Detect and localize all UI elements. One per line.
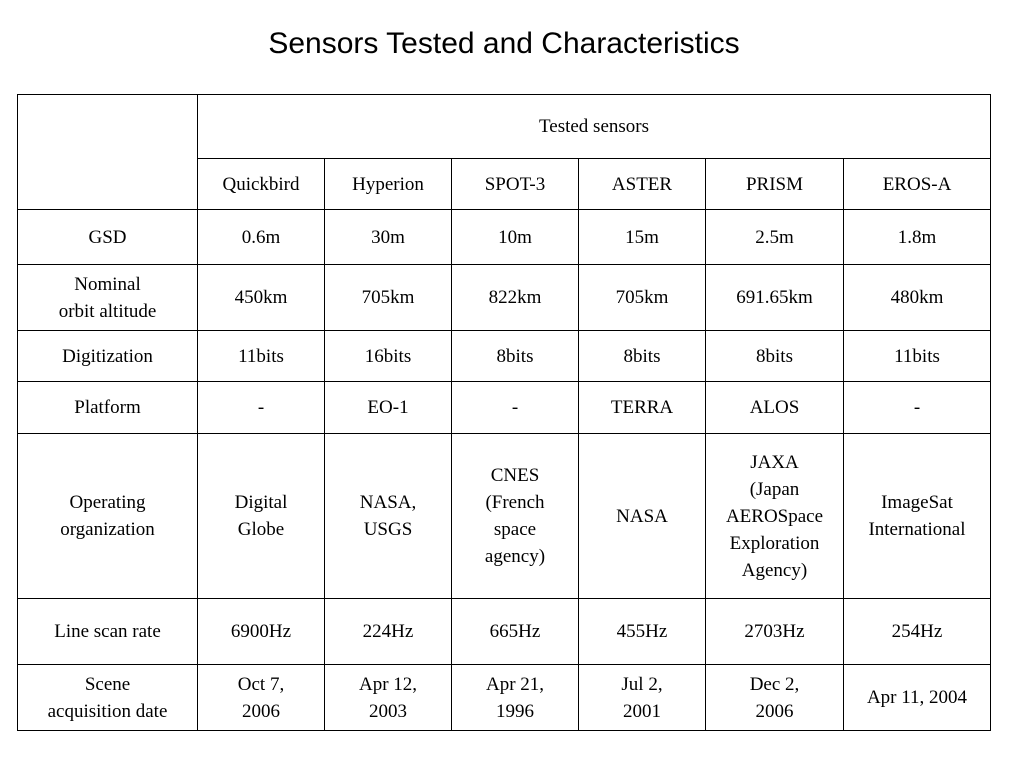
table-cell: 224Hz (325, 599, 452, 665)
table-cell: 2703Hz (706, 599, 844, 665)
table-cell: 1.8m (844, 210, 991, 265)
table-row (18, 265, 991, 331)
table-cell: 11bits (198, 331, 325, 382)
table-cell: 8bits (706, 331, 844, 382)
table-cell: NASA, USGS (325, 434, 452, 599)
table-cell: 450km (198, 265, 325, 331)
table-row (18, 599, 991, 665)
table-cell: 15m (579, 210, 706, 265)
table-cell: Oct 7, 2006 (198, 665, 325, 731)
table-cell: NASA (579, 434, 706, 599)
sensor-header-eros-a: EROS-A (844, 159, 991, 210)
table-cell: - (452, 382, 579, 434)
sensor-characteristics-table (17, 94, 991, 731)
table-cell: 8bits (452, 331, 579, 382)
table-row (18, 665, 991, 731)
table-cell: 705km (579, 265, 706, 331)
table-cell: ALOS (706, 382, 844, 434)
table-cell: 0.6m (198, 210, 325, 265)
table-cell: 30m (325, 210, 452, 265)
table-cell: ImageSat International (844, 434, 991, 599)
table-cell: EO-1 (325, 382, 452, 434)
row-label-digitization: Digitization (18, 331, 198, 382)
table-cell: TERRA (579, 382, 706, 434)
table-cell: 8bits (579, 331, 706, 382)
group-header-row (18, 95, 991, 159)
sensor-header-quickbird: Quickbird (198, 159, 325, 210)
row-label-gsd: GSD (18, 210, 198, 265)
table-cell: - (198, 382, 325, 434)
page-title: Sensors Tested and Characteristics (268, 27, 740, 60)
table-cell: 665Hz (452, 599, 579, 665)
table-cell: Apr 11, 2004 (844, 665, 991, 731)
row-label-operating-organization: Operating organization (18, 434, 198, 599)
table-row (18, 331, 991, 382)
table-cell: Digital Globe (198, 434, 325, 599)
tested-sensors-header: Tested sensors (198, 95, 991, 159)
sensor-header-aster: ASTER (579, 159, 706, 210)
table-cell: CNES (French space agency) (452, 434, 579, 599)
sensor-header-hyperion: Hyperion (325, 159, 452, 210)
table-cell: 480km (844, 265, 991, 331)
table-cell: - (844, 382, 991, 434)
table-cell: 10m (452, 210, 579, 265)
table-cell: 2.5m (706, 210, 844, 265)
table-cell: 16bits (325, 331, 452, 382)
table-cell: Dec 2, 2006 (706, 665, 844, 731)
row-label-scene-acquisition-date: Scene acquisition date (18, 665, 198, 731)
sensor-header-spot-3: SPOT-3 (452, 159, 579, 210)
table-row (18, 210, 991, 265)
table-cell: 11bits (844, 331, 991, 382)
table-cell: 705km (325, 265, 452, 331)
row-label-platform: Platform (18, 382, 198, 434)
table-cell: 822km (452, 265, 579, 331)
table-cell: 6900Hz (198, 599, 325, 665)
table-cell: 455Hz (579, 599, 706, 665)
table-cell: JAXA (Japan AEROSpace Exploration Agency) (706, 434, 844, 599)
table-cell: 691.65km (706, 265, 844, 331)
table-cell: Apr 12, 2003 (325, 665, 452, 731)
table-cell: 254Hz (844, 599, 991, 665)
corner-cell (18, 95, 198, 210)
table-row (18, 382, 991, 434)
table-cell: Jul 2, 2001 (579, 665, 706, 731)
table-row (18, 434, 991, 599)
sensor-header-prism: PRISM (706, 159, 844, 210)
table-cell: Apr 21, 1996 (452, 665, 579, 731)
row-label-line-scan-rate: Line scan rate (18, 599, 198, 665)
row-label-orbit-altitude: Nominal orbit altitude (18, 265, 198, 331)
